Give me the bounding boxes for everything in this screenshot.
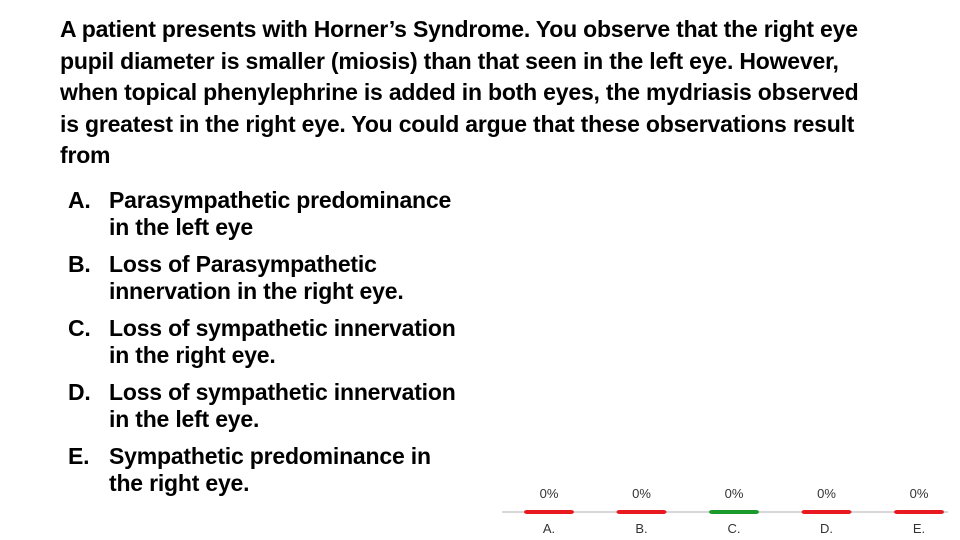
option-letter: B.: [68, 251, 91, 277]
chart-bar: [524, 510, 574, 514]
chart-category-label: C.: [727, 521, 741, 536]
chart-value-label: 0%: [909, 486, 929, 501]
chart-category-label: E.: [912, 521, 926, 536]
poll-chart-svg: [500, 480, 950, 540]
chart-value-label: 0%: [724, 486, 744, 501]
chart-bar: [894, 510, 944, 514]
option-text: Loss of Parasympathetic innervation in the right eye.: [109, 251, 404, 304]
chart-category-label: D.: [820, 521, 833, 536]
poll-results-chart: [500, 480, 950, 540]
option-text: Loss of sympathetic innervation in the left eye.: [109, 379, 456, 432]
option-e: [68, 443, 468, 497]
chart-value-label: 0%: [539, 486, 559, 501]
option-letter: E.: [68, 443, 90, 469]
option-text: Sympathetic predominance in the right eye.: [109, 443, 431, 496]
option-d: [68, 379, 468, 433]
answer-options: [68, 187, 468, 507]
chart-bar: [617, 510, 667, 514]
option-text: Parasympathetic predominance in the left eye: [109, 187, 452, 240]
option-a: [68, 187, 468, 241]
chart-category-label: B.: [635, 521, 648, 536]
chart-category-label: A.: [542, 521, 556, 536]
chart-bar: [802, 510, 852, 514]
option-letter: A.: [68, 187, 91, 213]
question-text: A patient presents with Horner’s Syndrome. You observe that the right eye pupil diameter is smaller (miosis) than that seen in the left eye. However, when topical phenylephrine is added in both eyes, the mydriasis observed is greatest in the right eye. You could argue that these observations result from: [60, 16, 859, 168]
option-b: [68, 251, 468, 305]
option-text: Loss of sympathetic innervation in the right eye.: [109, 315, 456, 368]
chart-value-label: 0%: [632, 486, 651, 501]
chart-bar: [709, 510, 759, 514]
chart-value-label: 0%: [817, 486, 836, 501]
option-letter: D.: [68, 379, 91, 405]
option-letter: C.: [68, 315, 91, 341]
option-c: [68, 315, 468, 369]
